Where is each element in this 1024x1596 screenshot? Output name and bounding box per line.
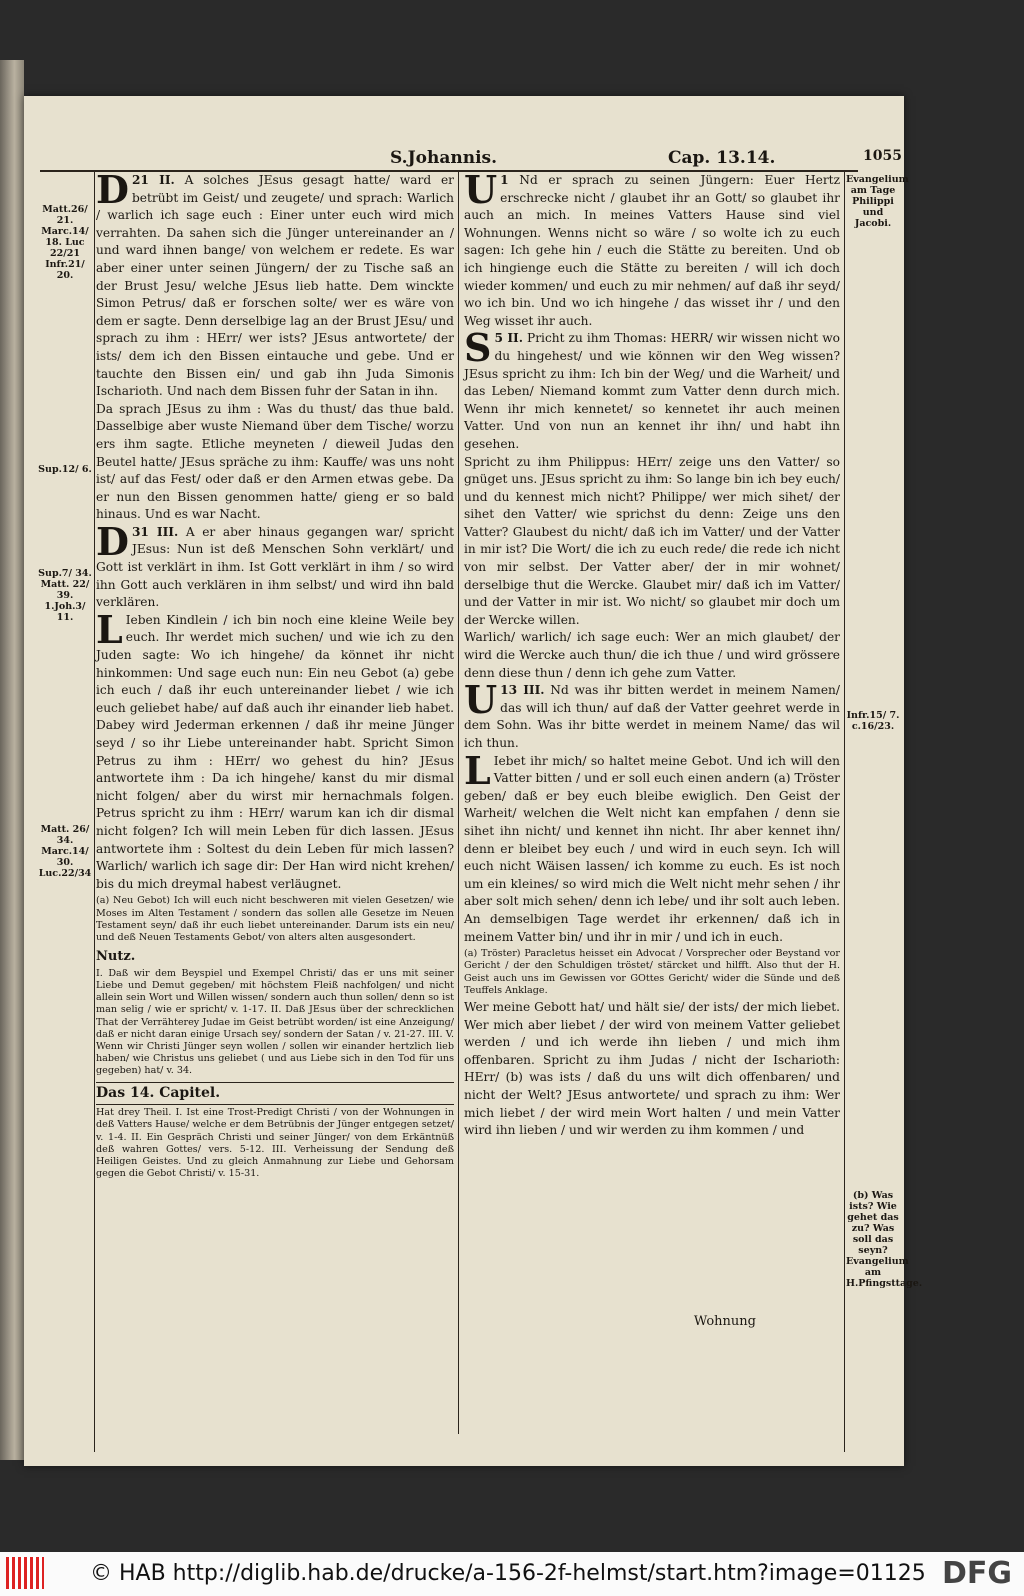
previous-page-edge bbox=[0, 60, 24, 1460]
running-title: S.Johannis. bbox=[390, 148, 498, 168]
drop-initial: L bbox=[464, 747, 491, 793]
verse-paragraph bbox=[96, 518, 455, 612]
nutz-heading: Nutz. bbox=[96, 949, 136, 965]
page-number: 1055 bbox=[863, 148, 902, 164]
verse-paragraph: Da sprach JEsus zu ihm : Was du thust/ das thue bald. Dasselbige aber wuste Niemand über dem Tische/ worzu ers ihm sagte. Etliche meyneten / dieweil Judas den Beutel hatte/ JEsus spräche zu ihm: Kauffe/ was uns noht ist/ auf das Fest/ oder daß er den Armen etwas gebe. Da er nun den Bissen genommen hatte/ gieng er so bald hinaus. Und es war Nacht. bbox=[96, 401, 454, 522]
chapter-summary: Hat drey Theil. I. Ist eine Trost-Predigt Christi / von der Wohnungen in deß Vatters Hause/ welche er dem Betrübnis der Jünger entgegen setzet/ v. 1-4. II. Ein Gespräch Christi und seiner Jünger/ von dem Erkäntnüß deß wahren Gottes/ vers. 5-12. III. Verheissung der Sendung deß Heiligen Geistes. Und zu gleich Anmahnung zur Liebe und Gehorsam gegen die Gebot Christi/ v. 15-31. bbox=[96, 1107, 454, 1180]
source-link[interactable]: © HAB http://diglib.hab.de/drucke/a-156-2f-helmst/start.htm?image=01125 bbox=[90, 1561, 926, 1586]
verse-number: 5 II. bbox=[494, 331, 523, 346]
margin-ref: Infr.15/ 7. c.16/23. bbox=[846, 710, 900, 732]
drop-initial: D bbox=[96, 167, 129, 212]
drop-initial: L bbox=[96, 606, 123, 652]
verse-text: A er aber hinaus gegangen war/ spricht JEsus: Nun ist deß Menschen Sohn verklärt/ und Gott ist verklärt in ihm. Ist Gott verklärt in ihm / so wird ihn Gott auch verklären in ihm selbst/ und wird ihn bald verklären. bbox=[96, 524, 455, 610]
verse-paragraph: Warlich/ warlich/ ich sage euch: Wer an mich glaubet/ der wird die Wercke auch thun/ die ich thue / und wird grössere denn diese thun / denn ich gehe zum Vatter. bbox=[464, 630, 840, 680]
margin-ref: Matt. 26/ 34. Marc.14/ 30. Luc.22/34 bbox=[38, 824, 92, 879]
left-margin-rule bbox=[94, 172, 95, 1452]
footer-bar bbox=[0, 1552, 1024, 1596]
catchword: Wohnung bbox=[693, 1314, 756, 1329]
margin-ref: (b) Was ists? Wie gehet das zu? Was soll das seyn? Evangelium am H.Pfingsttage. bbox=[846, 1190, 923, 1289]
verse-paragraph: Wer meine Gebott hat/ und hält sie/ der ists/ der mich liebet. Wer mich aber liebet / der wird von meinem Vatter geliebet werden / und ich werde ihn lieben / und mich ihm offenbaren. Spricht zu ihm Judas / nicht der Ischarioth: HErr/ (b) was ists / daß du uns wilt dich offenbaren/ und nicht der Welt? JEsus antwortete/ und sprach zu ihm: Wer mich liebet / der wird mein Wort halten / und mein Vatter wird ihn lieben / und wir werden zu ihm kommen / und bbox=[464, 999, 840, 1138]
right-column bbox=[464, 167, 840, 1140]
verse-text: Ieben Kindlein / ich bin noch eine kleine Weile bey euch. Ihr werdet mich suchen/ und wie ich zu den Juden sagte: Wo ich hingehe/ da könnet ihr nicht hinkommen: Und sage euch nun: Ein neu Gebot (a) gebe ich euch / daß ihr euch untereinander liebet / wie ich euch geliebet habe/ auf daß auch ihr einander lieb habet. Dabey wird Jederman erkennen / daß ihr meine Jünger seyd / so ihr Liebe untereinander habt. Spricht Simon Petrus zu ihm : HErr/ wo gehest du hin? JEsus antwortete ihm : Da ich hingehe/ kanst du mir dismal nicht folgen/ aber du wirst mir hernachmals folgen. Petrus spricht zu ihm : HErr/ warum kan ich dir dismal nicht folgen? Ich will mein Leben für dich lassen. JEsus antwortete ihm : Soltest du dein Leben für mich lassen? Warlich/ warlich ich sage dir: Der Han wird nicht krehen/ bis du mich dreymal habest verläugnet. bbox=[96, 612, 454, 891]
margin-ref: Sup.12/ 6. bbox=[38, 464, 92, 475]
verse-paragraph bbox=[96, 606, 454, 894]
drop-initial: U bbox=[464, 677, 498, 723]
drop-initial: S bbox=[464, 325, 492, 371]
verse-number: 21 II. bbox=[131, 173, 175, 187]
verse-paragraph: Spricht zu ihm Philippus: HErr/ zeige uns den Vatter/ so gnüget uns. JEsus spricht zu ihm: So lange bin ich bey euch/ und du kennest mich nicht? Philippe/ wer mich sihet/ der sihet den Vatter/ wie sprichst du denn: Zeige uns den Vatter? Glaubest du nicht/ daß ich im Vatter/ und der Vatter in mir ist? Die Wort/ die ich zu euch rede/ die rede ich nicht von mir selbst. Der Vatter aber/ der in mir wohnet/ derselbige thut die Wercke. Glaubet mir/ daß ich im Vatter/ und der Vatter in mir ist. Wo nicht/ so glaubet mir doch um der Wercke willen. bbox=[464, 454, 840, 627]
left-column bbox=[96, 167, 455, 1182]
margin-ref: Sup.7/ 34. Matt. 22/ 39. 1.Joh.3/ 11. bbox=[38, 568, 92, 623]
verse-text: Pricht zu ihm Thomas: HERR/ wir wissen nicht wo du hingehest/ und wie können wir den Weg wissen? JEsus spricht zu ihm: Ich bin der Weg/ und die Warheit/ und das Leben/ Niemand kommt zum Vatter denn durch mich. Wenn ihr mich kennetet/ so kennetet ihr auch meinen Vatter. Und von nun an kennet ihr ihn/ und habt ihn gesehen. bbox=[464, 331, 840, 451]
chapter-heading: Das 14. Capitel. bbox=[96, 1082, 454, 1106]
nutz-text: I. Daß wir dem Beyspiel und Exempel Christi/ das er uns mit seiner Liebe und Demut gegeben/ mit höchstem Fleiß nachfolgen/ und nicht allein sein Wort und Willen wissen/ sondern auch thun sollen/ denn so ist man selig / wie er spricht/ v. 1-17. II. Daß JEsus über der schrecklichen That der Verrähterey Judae im Geist betrübt worden/ ist eine Anzeigung/ daß er nicht daran einige Ursach sey/ sondern der Satan / v. 21-27. III. V. Wenn wir Christi Jünger seyn wollen / sollen wir einander hertzlich lieb haben/ wie Christus uns geliebet ( und aus Liebe sich in den Tod für uns gegeben) hat/ v. 34. bbox=[96, 967, 454, 1077]
verse-number: 1 bbox=[500, 173, 509, 187]
book-page bbox=[24, 96, 923, 1466]
drop-initial: U bbox=[464, 167, 498, 212]
verse-paragraph bbox=[464, 747, 840, 947]
verse-text: Iebet ihr mich/ so haltet meine Gebot. Und ich will den Vatter bitten / und er soll euch einen andern (a) Tröster geben/ daß er bey euch bleibe ewiglich. Den Geist der Warheit/ welchen die Welt nicht kan empfahen / denn sie sihet ihn nicht/ und kennet ihn nicht. Ihr aber kennet ihn/ denn er bleibet bey euch / und wird in euch seyn. Ich will euch nicht Wäisen lassen/ ich komme zu euch. Es ist noch um ein kleines/ so wird mich die Welt nicht mehr sehen / ihr aber solt mich sehen/ denn ich lebe/ und ihr solt auch leben. An demselbigen Tage werdet ihr erkennen/ daß ich in meinem Vatter bin/ und ihr in mir / und ich in euch. bbox=[464, 753, 840, 944]
margin-ref: Matt.26/ 21. Marc.14/ 18. Luc 22/21 Infr.21/ 20. bbox=[41, 204, 89, 281]
footnote: (a) Neu Gebot) Ich will euch nicht beschweren mit vielen Gesetzen/ wie Moses im Alten Testament / sondern das sollen alle Gesetze im Neuen Testament seyn/ daß ihr euch liebet untereinander. Darum ists ein neu/ und deß Neuen Testaments Gebot/ von alters alten ausgesondert. bbox=[96, 895, 454, 943]
verse-number: 13 III. bbox=[500, 683, 545, 698]
verse-text: Nd was ihr bitten werdet in meinem Namen/ das will ich thun/ auf daß der Vatter geehret werde in dem Sohn. Was ihr bitte werdet in meinem Name/ das wil ich thun. bbox=[464, 683, 840, 750]
running-header bbox=[40, 148, 902, 172]
verse-paragraph bbox=[464, 677, 840, 752]
verse-paragraph bbox=[464, 325, 840, 453]
chapter-reference: Cap. 13.14. bbox=[668, 148, 776, 168]
column-divider bbox=[458, 172, 459, 1434]
verse-text: A solches JEsus gesagt hatte/ ward er betrübt im Geist/ und zeugete/ und sprach: Warlich / warlich ich sage euch : Einer unter euch wird mich verrahten. Da sahen sich die Jünger untereinander an / und ward ihnen bange/ von welchem er redete. Es war aber einer unter seinen Jüngern/ der zu Tische saß an der Brust Jesu/ welche JEsus lieb hatte. Dem winckte Simon Petrus/ daß er forschen solte/ wer es wäre von dem er sagte. Denn derselbige lag an der Brust JEsu/ und sprach zu ihm : HErr/ wer ists? JEsus antwortete/ der ists/ dem ich den Bissen eintauche und gebe. Und er tauchte den Bissen ein/ und gab ihn Juda Simonis Ischarioth. Und nach dem Bissen fuhr der Satan in ihn. bbox=[96, 173, 454, 399]
dfg-logo: DFG bbox=[941, 1556, 1012, 1591]
verse-number: 31 III. bbox=[131, 524, 179, 539]
verse-paragraph bbox=[464, 167, 840, 330]
drop-initial: D bbox=[96, 518, 129, 564]
verse-text: Nd er sprach zu seinen Jüngern: Euer Hertz erschrecke nicht / glaubet ihr an Gott/ so glaubet ihr auch an mich. In meines Vatters Hause sind viel Wohnungen. Wenns nicht so wäre / so wolte ich zu euch sagen: Ich gehe hin / euch die Stätte zu bereiten. Und ob ich hingienge euch die Stätte zu bereiten / will ich doch wieder kommen/ und euch zu mir nehmen/ auf daß ihr seyd/ wo ich bin. Und wo ich hingehe / das wisset ihr / und den Weg wisset ihr auch. bbox=[464, 173, 840, 328]
right-margin-rule bbox=[844, 172, 845, 1452]
footnote: (a) Tröster) Paracletus heisset ein Advocat / Vorsprecher oder Beystand vor Gericht / der den Schuldigen tröstet/ stärcket und hilfft. Also thut der H. Geist auch uns im Gewissen vor GOttes Gericht/ wider die Sünde und deß Teuffels Anklage. bbox=[464, 948, 840, 996]
verse-paragraph bbox=[96, 167, 454, 401]
barcode-logo-icon bbox=[6, 1557, 44, 1589]
margin-ref: Evangelium am Tage Philippi und Jacobi. bbox=[846, 174, 909, 229]
